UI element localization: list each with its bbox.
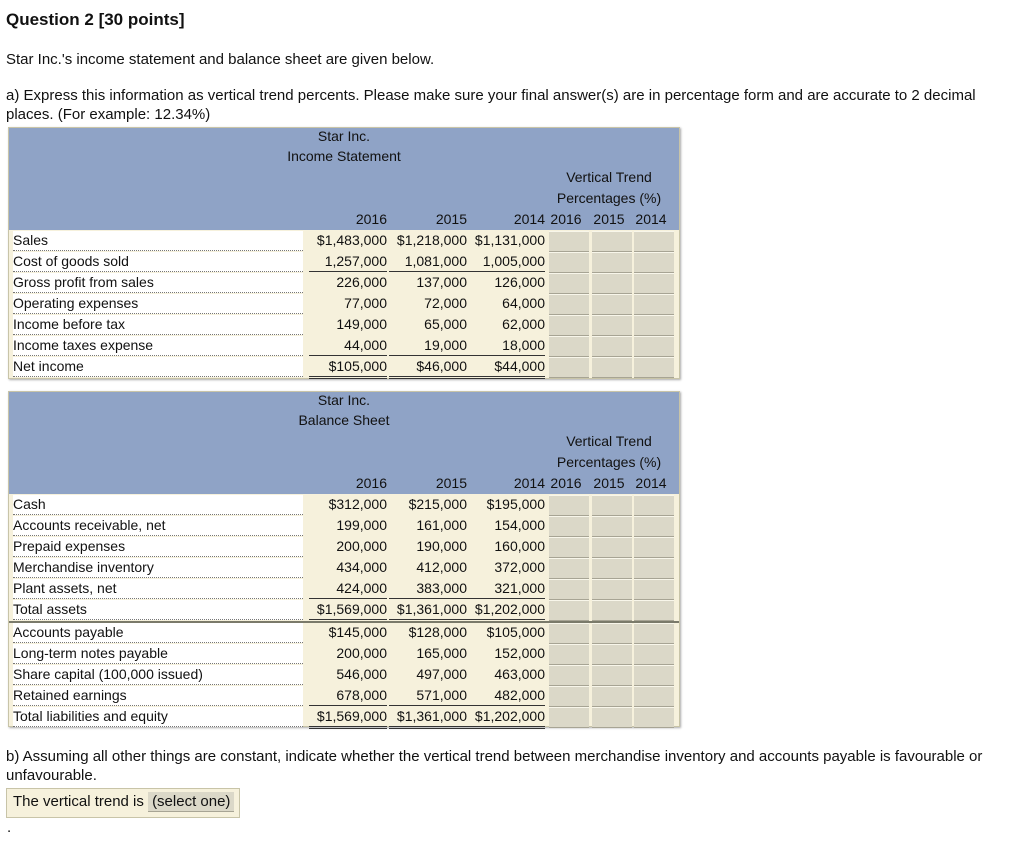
bs-value-cell: 190,000 bbox=[416, 538, 467, 554]
is-trend-input[interactable] bbox=[592, 357, 632, 378]
bs-trend-input[interactable] bbox=[634, 600, 674, 621]
bs-row-label bbox=[13, 644, 303, 664]
is-trend-year-2016: 2016 bbox=[550, 211, 582, 227]
bs-value-cell: $312,000 bbox=[328, 496, 387, 512]
bs-trend-input[interactable] bbox=[549, 516, 589, 537]
bs-trend-input[interactable] bbox=[549, 665, 589, 686]
bs-trend-year-2015: 2015 bbox=[593, 475, 625, 491]
bs-trend-input[interactable] bbox=[549, 623, 589, 644]
bs-company-name: Star Inc. bbox=[317, 392, 371, 408]
bs-row-label bbox=[13, 537, 303, 557]
is-row-label-text: Sales bbox=[13, 232, 49, 248]
bs-year-2015: 2015 bbox=[435, 475, 467, 491]
bs-row-label-text: Total liabilities and equity bbox=[13, 708, 168, 724]
bs-value-cell: 546,000 bbox=[336, 666, 387, 682]
is-trend-input[interactable] bbox=[592, 336, 632, 357]
is-value-cell: 65,000 bbox=[424, 316, 467, 332]
bs-trend-input[interactable] bbox=[634, 537, 674, 558]
bs-section-divider bbox=[9, 621, 679, 623]
balance-sheet-header bbox=[9, 392, 679, 494]
bs-value-cell: 463,000 bbox=[494, 666, 545, 682]
is-row-label-text: Cost of goods sold bbox=[13, 253, 129, 269]
answer-prefix: The vertical trend is bbox=[13, 793, 144, 810]
is-trend-input[interactable] bbox=[634, 294, 674, 315]
is-value-cell: 64,000 bbox=[502, 295, 545, 311]
bs-row-label-text: Accounts payable bbox=[13, 624, 124, 640]
balance-sheet-table bbox=[8, 391, 680, 727]
bs-trend-input[interactable] bbox=[592, 495, 632, 516]
trend-select-dropdown[interactable]: (select one) bbox=[148, 792, 234, 812]
is-trend-input[interactable] bbox=[549, 315, 589, 336]
income-statement-table bbox=[8, 127, 680, 379]
is-value-cell: 126,000 bbox=[494, 274, 545, 290]
bs-row-label-text: Plant assets, net bbox=[13, 580, 117, 596]
part-b-answer-box bbox=[6, 788, 240, 836]
is-row-label-text: Net income bbox=[13, 358, 84, 374]
bs-trend-input[interactable] bbox=[592, 537, 632, 558]
is-value-cell: 44,000 bbox=[309, 336, 387, 356]
bs-row-label bbox=[13, 600, 303, 620]
bs-row-label-text: Long-term notes payable bbox=[13, 645, 168, 661]
bs-trend-input[interactable] bbox=[549, 537, 589, 558]
bs-trend-input[interactable] bbox=[592, 707, 632, 728]
is-value-cell: $105,000 bbox=[309, 357, 387, 379]
bs-value-cell: 152,000 bbox=[494, 645, 545, 661]
bs-row-label bbox=[13, 665, 303, 685]
bs-row-label bbox=[13, 623, 303, 643]
bs-value-cell: $1,361,000 bbox=[389, 707, 467, 729]
bs-trend-input[interactable] bbox=[549, 579, 589, 600]
bs-value-cell: 372,000 bbox=[494, 559, 545, 575]
bs-value-cell: 571,000 bbox=[389, 686, 467, 706]
is-value-cell: 18,000 bbox=[467, 336, 545, 356]
is-value-cell: 226,000 bbox=[336, 274, 387, 290]
bs-trend-input[interactable] bbox=[634, 558, 674, 579]
is-trend-year-2015: 2015 bbox=[593, 211, 625, 227]
is-value-cell: 1,005,000 bbox=[467, 252, 545, 272]
is-trend-input[interactable] bbox=[549, 231, 589, 252]
is-trend-input[interactable] bbox=[592, 273, 632, 294]
bs-trend-input[interactable] bbox=[592, 558, 632, 579]
bs-value-cell: $1,569,000 bbox=[309, 707, 387, 729]
bs-trend-input[interactable] bbox=[592, 579, 632, 600]
is-trend-input[interactable] bbox=[634, 231, 674, 252]
bs-value-cell: 200,000 bbox=[336, 538, 387, 554]
bs-trend-input[interactable] bbox=[592, 600, 632, 621]
bs-value-cell: 161,000 bbox=[416, 517, 467, 533]
is-row-label-text: Income before tax bbox=[13, 316, 126, 332]
bs-trend-input[interactable] bbox=[549, 707, 589, 728]
is-value-cell: $1,218,000 bbox=[396, 232, 467, 248]
is-statement-name: Income Statement bbox=[287, 148, 401, 164]
bs-row-label-text: Retained earnings bbox=[13, 687, 127, 703]
bs-value-cell: $128,000 bbox=[408, 624, 467, 640]
bs-value-cell: 434,000 bbox=[336, 559, 387, 575]
bs-trend-input[interactable] bbox=[549, 600, 589, 621]
bs-trend-input[interactable] bbox=[634, 516, 674, 537]
is-trend-input[interactable] bbox=[549, 252, 589, 273]
is-trend-input[interactable] bbox=[549, 336, 589, 357]
bs-value-cell: 678,000 bbox=[309, 686, 387, 706]
bs-row-label bbox=[13, 686, 303, 706]
is-value-cell: $46,000 bbox=[389, 357, 467, 379]
bs-trend-input[interactable] bbox=[549, 644, 589, 665]
bs-trend-input[interactable] bbox=[592, 623, 632, 644]
bs-row-label-text: Accounts receivable, net bbox=[13, 517, 166, 533]
is-trend-input[interactable] bbox=[592, 252, 632, 273]
bs-year-2016: 2016 bbox=[355, 475, 387, 491]
bs-value-cell: $145,000 bbox=[328, 624, 387, 640]
bs-value-cell: 321,000 bbox=[467, 579, 545, 599]
answer-suffix: . bbox=[7, 819, 12, 836]
bs-trend-input[interactable] bbox=[634, 579, 674, 600]
bs-row-label bbox=[13, 707, 303, 727]
is-row-label-text: Operating expenses bbox=[13, 295, 139, 311]
is-row-label bbox=[13, 357, 303, 377]
is-value-cell: 1,257,000 bbox=[309, 252, 387, 272]
bs-trend-input[interactable] bbox=[634, 686, 674, 707]
bs-trend-input[interactable] bbox=[592, 644, 632, 665]
bs-row-label-text: Cash bbox=[13, 496, 46, 512]
bs-trend-input[interactable] bbox=[592, 516, 632, 537]
bs-trend-input[interactable] bbox=[549, 558, 589, 579]
is-trend-input[interactable] bbox=[592, 315, 632, 336]
is-trend-input[interactable] bbox=[549, 357, 589, 378]
is-row-label bbox=[13, 315, 303, 335]
is-value-cell: 77,000 bbox=[344, 295, 387, 311]
bs-row-label bbox=[13, 495, 303, 515]
bs-trend-input[interactable] bbox=[634, 623, 674, 644]
bs-trend-input[interactable] bbox=[592, 686, 632, 707]
is-trend-input[interactable] bbox=[634, 315, 674, 336]
bs-value-cell: $1,569,000 bbox=[309, 600, 387, 622]
is-value-cell: $1,483,000 bbox=[316, 232, 387, 248]
bs-row-label-text: Prepaid expenses bbox=[13, 538, 126, 554]
bs-trend-input[interactable] bbox=[634, 707, 674, 728]
bs-trend-subtitle: Percentages (%) bbox=[556, 454, 662, 470]
is-value-cell: 149,000 bbox=[336, 316, 387, 332]
bs-row-label-text: Share capital (100,000 issued) bbox=[13, 666, 203, 682]
bs-trend-input[interactable] bbox=[592, 665, 632, 686]
is-trend-input[interactable] bbox=[634, 273, 674, 294]
is-value-cell: 19,000 bbox=[389, 336, 467, 356]
bs-year-2014: 2014 bbox=[513, 475, 545, 491]
is-company-name: Star Inc. bbox=[317, 128, 371, 144]
bs-trend-title: Vertical Trend bbox=[566, 433, 652, 449]
is-row-label bbox=[13, 336, 303, 356]
bs-value-cell: 165,000 bbox=[416, 645, 467, 661]
bs-value-cell: $195,000 bbox=[486, 496, 545, 512]
is-trend-input[interactable] bbox=[592, 294, 632, 315]
is-value-cell: $44,000 bbox=[467, 357, 545, 379]
bs-trend-input[interactable] bbox=[634, 495, 674, 516]
bs-value-cell: 154,000 bbox=[494, 517, 545, 533]
is-year-2016: 2016 bbox=[355, 211, 387, 227]
is-row-label bbox=[13, 231, 303, 251]
is-trend-input[interactable] bbox=[634, 336, 674, 357]
is-year-2015: 2015 bbox=[435, 211, 467, 227]
bs-value-cell: $1,202,000 bbox=[467, 707, 545, 729]
is-row-label-text: Income taxes expense bbox=[13, 337, 154, 353]
is-trend-title: Vertical Trend bbox=[566, 169, 652, 185]
question-title: Question 2 [30 points] bbox=[6, 10, 185, 29]
bs-row-label bbox=[13, 579, 303, 599]
is-trend-input[interactable] bbox=[549, 294, 589, 315]
bs-trend-year-2016: 2016 bbox=[550, 475, 582, 491]
part-a-instructions: a) Express this information as vertical trend percents. Please make sure your final answer(s) are in percentage form and are accurate to 2 decimal places. (For example: 12.34%) bbox=[6, 87, 976, 123]
bs-row-label-text: Merchandise inventory bbox=[13, 559, 154, 575]
bs-value-cell: $105,000 bbox=[486, 624, 545, 640]
bs-value-cell: 200,000 bbox=[336, 645, 387, 661]
is-value-cell: 62,000 bbox=[502, 316, 545, 332]
bs-value-cell: 160,000 bbox=[494, 538, 545, 554]
part-b-question: b) Assuming all other things are constant, indicate whether the vertical trend between merchandise inventory and accounts payable is favourable or unfavourable. bbox=[6, 748, 983, 784]
is-value-cell: $1,131,000 bbox=[474, 232, 545, 248]
is-trend-subtitle: Percentages (%) bbox=[556, 190, 662, 206]
bs-trend-input[interactable] bbox=[634, 644, 674, 665]
is-row-label bbox=[13, 273, 303, 293]
bs-value-cell: 497,000 bbox=[416, 666, 467, 682]
bs-row-label bbox=[13, 516, 303, 536]
question-intro: Star Inc.'s income statement and balance sheet are given below. bbox=[6, 51, 435, 68]
bs-value-cell: 199,000 bbox=[336, 517, 387, 533]
is-trend-input[interactable] bbox=[549, 273, 589, 294]
bs-trend-input[interactable] bbox=[549, 495, 589, 516]
is-row-label-text: Gross profit from sales bbox=[13, 274, 154, 290]
bs-value-cell: 482,000 bbox=[467, 686, 545, 706]
is-row-label bbox=[13, 294, 303, 314]
bs-trend-input[interactable] bbox=[634, 665, 674, 686]
bs-trend-year-2014: 2014 bbox=[635, 475, 667, 491]
bs-value-cell: 412,000 bbox=[416, 559, 467, 575]
is-value-cell: 1,081,000 bbox=[389, 252, 467, 272]
bs-row-label bbox=[13, 558, 303, 578]
bs-value-cell: $1,361,000 bbox=[389, 600, 467, 622]
is-trend-input[interactable] bbox=[592, 231, 632, 252]
bs-statement-name: Balance Sheet bbox=[298, 412, 390, 428]
is-trend-year-2014: 2014 bbox=[635, 211, 667, 227]
bs-value-cell: $215,000 bbox=[408, 496, 467, 512]
is-trend-input[interactable] bbox=[634, 252, 674, 273]
is-value-cell: 72,000 bbox=[424, 295, 467, 311]
income-statement-header bbox=[9, 128, 679, 230]
is-trend-input[interactable] bbox=[634, 357, 674, 378]
is-row-label bbox=[13, 252, 303, 272]
is-value-cell: 137,000 bbox=[416, 274, 467, 290]
bs-row-label-text: Total assets bbox=[13, 601, 87, 617]
bs-trend-input[interactable] bbox=[549, 686, 589, 707]
bs-value-cell: $1,202,000 bbox=[467, 600, 545, 622]
bs-value-cell: 424,000 bbox=[309, 579, 387, 599]
is-year-2014: 2014 bbox=[513, 211, 545, 227]
bs-value-cell: 383,000 bbox=[389, 579, 467, 599]
